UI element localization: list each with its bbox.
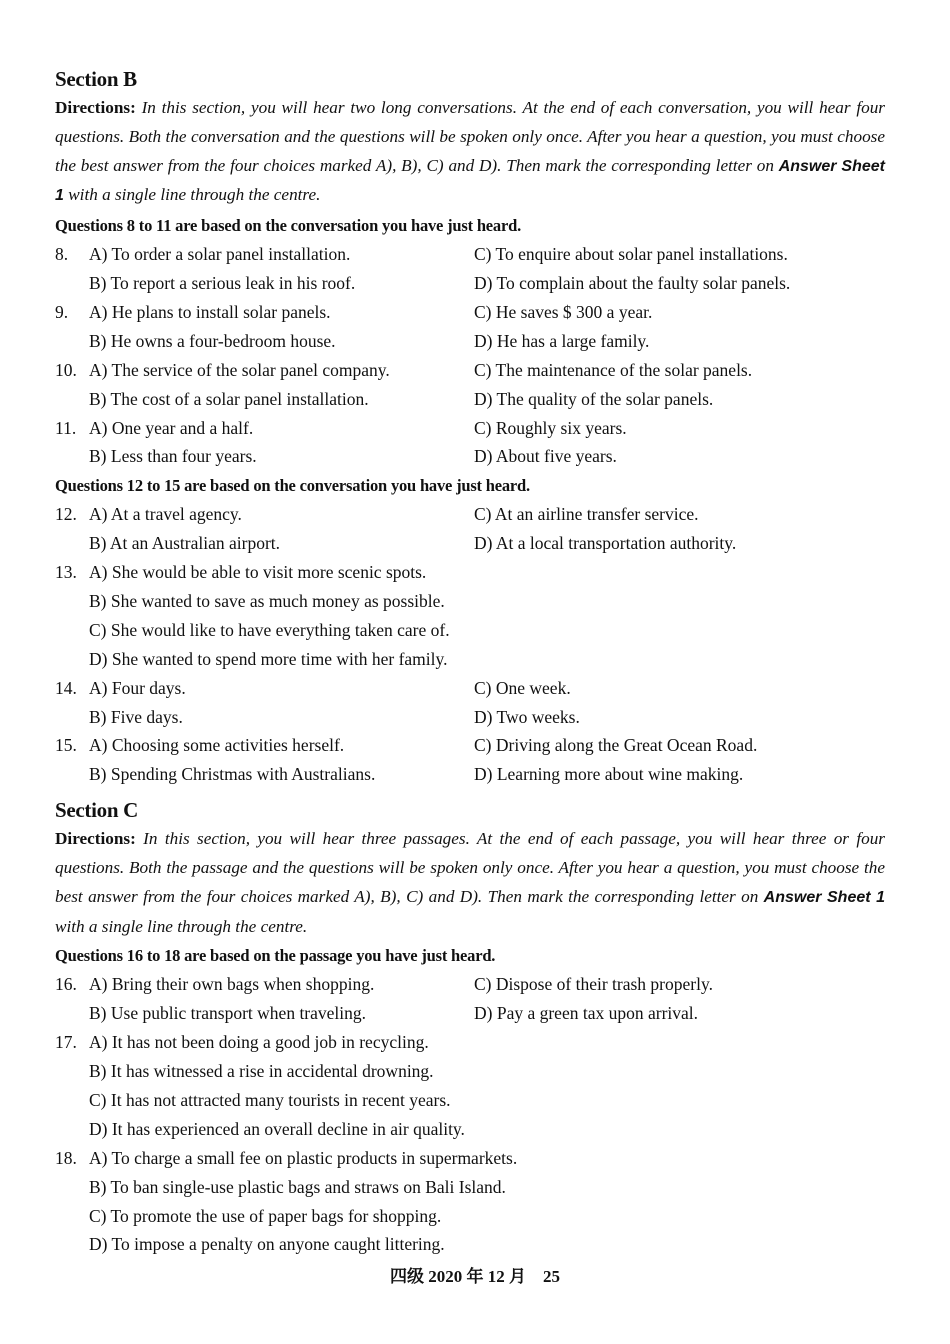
- choice-d: D) Two weeks.: [474, 706, 580, 727]
- choice-a: A) To order a solar panel installation.: [89, 244, 351, 265]
- question-18-row-4: [55, 1230, 885, 1259]
- choice-a: A) At a travel agency.: [89, 504, 242, 525]
- question-12-row-1: [55, 500, 885, 529]
- question-11-row-2: [55, 442, 885, 471]
- directions-text-end: with a single line through the centre.: [55, 916, 308, 936]
- choice-c: C) Driving along the Great Ocean Road.: [474, 735, 758, 756]
- question-10-row-1: [55, 356, 885, 385]
- question-8-row-1: [55, 240, 885, 269]
- choice-a: A) It has not been doing a good job in recycling.: [89, 1032, 429, 1053]
- question-16-row-1: [55, 970, 885, 999]
- question-number: 18.: [55, 1147, 77, 1168]
- question-15-row-1: [55, 731, 885, 760]
- question-11-row-1: [55, 414, 885, 443]
- question-number: 9.: [55, 301, 69, 322]
- exam-page: [55, 64, 885, 1259]
- question-17-row-2: [55, 1057, 885, 1086]
- question-16-row-2: [55, 999, 885, 1028]
- question-number: 11.: [55, 417, 77, 438]
- directions-label: Directions:: [55, 98, 136, 117]
- question-group-heading: Questions 8 to 11 are based on the conversation you have just heard.: [55, 216, 521, 236]
- question-13-row-4: [55, 645, 885, 674]
- question-group-heading: Questions 12 to 15 are based on the conversation you have just heard.: [55, 476, 530, 496]
- question-number: 16.: [55, 974, 77, 995]
- choice-b: B) It has witnessed a rise in accidental drowning.: [89, 1061, 434, 1082]
- choice-c: C) Dispose of their trash properly.: [474, 974, 713, 995]
- section-c-title: Section C: [55, 798, 139, 823]
- question-18-row-1: [55, 1144, 885, 1173]
- choice-b: B) He owns a four-bedroom house.: [89, 330, 336, 351]
- choice-d: D) To complain about the faulty solar panels.: [474, 273, 791, 294]
- question-17-row-3: [55, 1086, 885, 1115]
- choice-b: B) At an Australian airport.: [89, 533, 281, 554]
- question-14-row-1: [55, 674, 885, 703]
- choice-b: B) The cost of a solar panel installation.: [89, 388, 369, 409]
- question-9-row-2: [55, 327, 885, 356]
- question-8-row-2: [55, 269, 885, 298]
- question-number: 12.: [55, 504, 77, 525]
- choice-c: C) One week.: [474, 677, 571, 698]
- choice-d: D) He has a large family.: [474, 330, 650, 351]
- choice-a: A) Four days.: [89, 677, 186, 698]
- choice-d: D) To impose a penalty on anyone caught littering.: [89, 1234, 445, 1255]
- question-18-row-2: [55, 1173, 885, 1202]
- choice-b: B) Less than four years.: [89, 446, 257, 467]
- question-13-row-2: [55, 587, 885, 616]
- choice-c: C) The maintenance of the solar panels.: [474, 359, 753, 380]
- choice-a: A) The service of the solar panel company.: [89, 359, 390, 380]
- choice-a: A) She would be able to visit more scenic spots.: [89, 562, 427, 583]
- question-17-row-1: [55, 1028, 885, 1057]
- section-b-directions: [55, 94, 885, 211]
- choice-b: B) Use public transport when traveling.: [89, 1003, 367, 1024]
- question-13-row-1: [55, 558, 885, 587]
- question-number: 10.: [55, 359, 77, 380]
- question-12-row-2: [55, 529, 885, 558]
- choice-a: A) He plans to install solar panels.: [89, 301, 331, 322]
- choice-c: C) She would like to have everything taken care of.: [89, 619, 450, 640]
- choice-d: D) Pay a green tax upon arrival.: [474, 1003, 699, 1024]
- choice-c: C) To promote the use of paper bags for shopping.: [89, 1205, 442, 1226]
- answer-sheet-label: Answer Sheet 1: [55, 157, 886, 205]
- choice-b: B) To report a serious leak in his roof.: [89, 273, 356, 294]
- choice-b: B) She wanted to save as much money as possible.: [89, 590, 445, 611]
- choice-a: A) Choosing some activities herself.: [89, 735, 345, 756]
- question-number: 17.: [55, 1032, 77, 1053]
- directions-label: Directions:: [55, 829, 136, 849]
- choice-a: A) One year and a half.: [89, 417, 254, 438]
- question-number: 14.: [55, 677, 77, 698]
- question-17-row-4: [55, 1115, 885, 1144]
- directions-text: In this section, you will hear two long conversations. At the end of each conversation, you will hear four questions. Both the conversation and the questions will be spoken only once. After you hear a question, you must choose the best answer from the four choices marked A), B), C) and D). Then mark the corresponding letter on: [55, 98, 885, 175]
- page-footer: 四级 2020 年 12 月 25: [390, 1267, 560, 1286]
- choice-c: C) It has not attracted many tourists in recent years.: [89, 1089, 451, 1110]
- question-group-heading: Questions 16 to 18 are based on the passage you have just heard.: [55, 946, 496, 966]
- question-10-row-2: [55, 385, 885, 414]
- question-9-row-1: [55, 298, 885, 327]
- choice-d: D) About five years.: [474, 446, 617, 467]
- question-number: 13.: [55, 562, 77, 583]
- question-13-row-3: [55, 616, 885, 645]
- directions-text-end: with a single line through the centre.: [63, 185, 321, 205]
- question-number: 8.: [55, 244, 69, 265]
- choice-b: B) Spending Christmas with Australians.: [89, 764, 376, 785]
- section-c-directions: [55, 825, 885, 941]
- directions-text: In this section, you will hear three passages. At the end of each passage, you will hear three or four questions. Both the passage and the questions will be spoken only once. After you hear a question, you must choose the best answer from the four choices marked A), B), C) and D). Then mark the corresponding letter on: [55, 829, 885, 906]
- question-18-row-3: [55, 1202, 885, 1231]
- choice-c: C) To enquire about solar panel installations.: [474, 244, 788, 265]
- choice-d: D) At a local transportation authority.: [474, 533, 737, 554]
- choice-d: D) The quality of the solar panels.: [474, 388, 714, 409]
- choice-b: B) To ban single-use plastic bags and straws on Bali Island.: [89, 1176, 506, 1197]
- choice-b: B) Five days.: [89, 706, 183, 727]
- choice-d: D) She wanted to spend more time with her family.: [89, 648, 448, 669]
- question-number: 15.: [55, 735, 77, 756]
- choice-a: A) Bring their own bags when shopping.: [89, 974, 375, 995]
- question-14-row-2: [55, 703, 885, 732]
- choice-c: C) At an airline transfer service.: [474, 504, 699, 525]
- choice-d: D) It has experienced an overall decline in air quality.: [89, 1118, 465, 1139]
- choice-a: A) To charge a small fee on plastic products in supermarkets.: [89, 1147, 518, 1168]
- question-15-row-2: [55, 760, 885, 789]
- answer-sheet-label: Answer Sheet 1: [763, 888, 885, 906]
- section-b-title: Section B: [55, 67, 137, 91]
- choice-d: D) Learning more about wine making.: [474, 764, 744, 785]
- choice-c: C) He saves $ 300 a year.: [474, 301, 653, 322]
- choice-c: C) Roughly six years.: [474, 417, 627, 438]
